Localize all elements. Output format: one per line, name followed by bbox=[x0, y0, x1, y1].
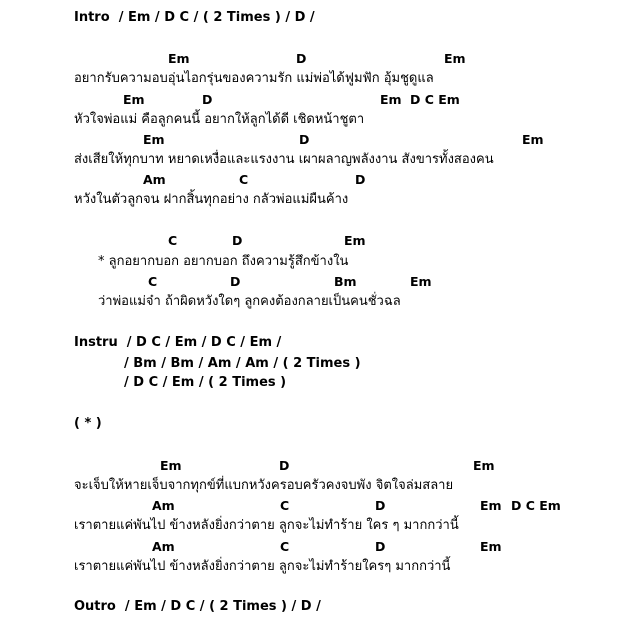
lyric-line: * ลูกอยากบอก อยากบอก ถึงความรู้สึกข้างใน bbox=[98, 254, 349, 269]
chord: D bbox=[230, 274, 241, 289]
chord: Am bbox=[152, 498, 175, 513]
lyric-line: เราตายแค่พันไป ข้างหลังยิ่งกว่าตาย ลูกจะไม่ทำร้ายใครๆ มากกว่านี้ bbox=[74, 559, 451, 574]
chord: Em bbox=[480, 539, 502, 554]
repeat-marker: ( * ) bbox=[74, 416, 102, 431]
outro-line: Outro / Em / D C / ( 2 Times ) / D / bbox=[74, 599, 321, 614]
lyric-line: ว่าพ่อแม่จ๋า ถ้าผิดหวังใดๆ ลูกคงต้องกลายเป็นคนชั่วฉล bbox=[98, 294, 401, 309]
instru-line: / Bm / Bm / Am / Am / ( 2 Times ) bbox=[124, 356, 361, 371]
chord: D bbox=[375, 539, 386, 554]
lyric-line: หัวใจพ่อแม่ คือลูกคนนี้ อยากให้ลูกได้ดี เชิดหน้าชูตา bbox=[74, 112, 365, 127]
chord: C bbox=[148, 274, 158, 289]
chord: Em bbox=[160, 458, 182, 473]
chord: Em bbox=[522, 132, 544, 147]
lyric-line: อยากรับความอบอุ่นไอกรุ่นของความรัก แม่พ่อได้ฟูมฟัก อุ้มชูดูแล bbox=[74, 71, 434, 86]
chord: Am bbox=[152, 539, 175, 554]
chord: C bbox=[168, 233, 178, 248]
chord: D C Em bbox=[511, 498, 561, 513]
chord: Em bbox=[380, 92, 402, 107]
chord: Em bbox=[444, 51, 466, 66]
chord: D bbox=[232, 233, 243, 248]
chord: D C Em bbox=[410, 92, 460, 107]
lyric-line: หวังในตัวลูกจน ฝากสิ้นทุกอย่าง กลัวพ่อแม่ผืนค้าง bbox=[74, 192, 349, 207]
chord: C bbox=[280, 539, 290, 554]
intro-line: Intro / Em / D C / ( 2 Times ) / D / bbox=[74, 10, 315, 25]
chord: D bbox=[279, 458, 290, 473]
chord: D bbox=[375, 498, 386, 513]
chord: C bbox=[239, 172, 249, 187]
chord: Bm bbox=[334, 274, 357, 289]
lyric-line: เราตายแค่พันไป ข้างหลังยิ่งกว่าตาย ลูกจะไม่ทำร้าย ใคร ๆ มากกว่านี้ bbox=[74, 518, 459, 533]
chord: Em bbox=[480, 498, 502, 513]
chord: Am bbox=[143, 172, 166, 187]
chord: Em bbox=[473, 458, 495, 473]
chord: Em bbox=[168, 51, 190, 66]
chord: D bbox=[296, 51, 307, 66]
lyric-line: จะเจ็บให้หายเจ็บจากทุกข์ที่แบกหวังครอบครัวคงจบพัง จิตใจล่มสลาย bbox=[74, 478, 454, 493]
instru-line: Instru / D C / Em / D C / Em / bbox=[74, 335, 282, 350]
instru-line: / D C / Em / ( 2 Times ) bbox=[124, 375, 287, 390]
chord: Em bbox=[143, 132, 165, 147]
chord: Em bbox=[344, 233, 366, 248]
lyric-line: ส่งเสียให้ทุกบาท หยาดเหงื่อและแรงงาน เผาผลาญพลังงาน สังขารทั้งสองคน bbox=[74, 152, 494, 167]
chord: Em bbox=[123, 92, 145, 107]
chord: Em bbox=[410, 274, 432, 289]
chord: D bbox=[202, 92, 213, 107]
chord: C bbox=[280, 498, 290, 513]
chord: D bbox=[355, 172, 366, 187]
chord: D bbox=[299, 132, 310, 147]
